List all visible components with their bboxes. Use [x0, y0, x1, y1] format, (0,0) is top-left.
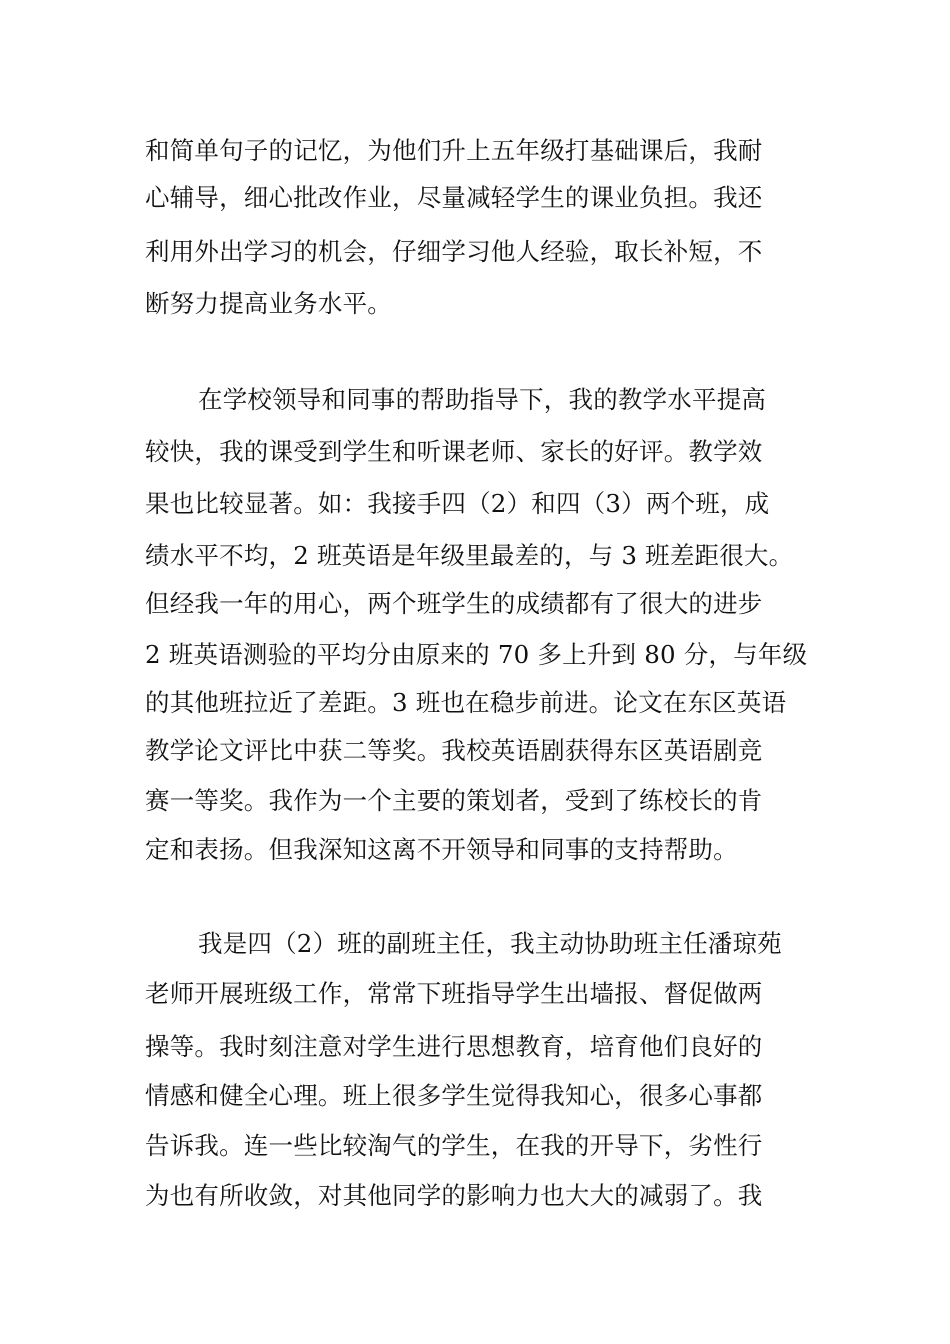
- text-line: 我是四（2）班的副班主任，我主动协助班主任潘琼苑: [198, 929, 782, 958]
- text-line: 断努力提高业务水平。: [145, 289, 392, 318]
- text-line: 在学校领导和同事的帮助指导下，我的教学水平提高: [198, 385, 767, 414]
- text-line: 的其他班拉近了差距。3 班也在稳步前进。论文在东区英语: [145, 688, 787, 717]
- text-line: 较快，我的课受到学生和听课老师、家长的好评。教学效: [145, 437, 763, 466]
- text-line: 绩水平不均，2 班英语是年级里最差的，与 3 班差距很大。: [145, 541, 794, 570]
- text-line: 果也比较显著。如：我接手四（2）和四（3）两个班，成: [145, 489, 770, 518]
- text-line: 赛一等奖。我作为一个主要的策划者，受到了练校长的肯: [145, 786, 763, 815]
- text-line: 定和表扬。但我深知这离不开领导和同事的支持帮助。: [145, 835, 738, 864]
- text-line: 告诉我。连一些比较淘气的学生，在我的开导下，劣性行: [145, 1131, 763, 1160]
- text-line: 教学论文评比中获二等奖。我校英语剧获得东区英语剧竞: [145, 736, 763, 765]
- text-line: 但经我一年的用心，两个班学生的成绩都有了很大的进步: [145, 589, 763, 618]
- text-line: 心辅导，细心批改作业，尽量减轻学生的课业负担。我还: [145, 183, 763, 212]
- text-line: 情感和健全心理。班上很多学生觉得我知心，很多心事都: [145, 1081, 763, 1110]
- text-line: 利用外出学习的机会，仔细学习他人经验，取长补短，不: [145, 237, 763, 266]
- text-line: 为也有所收敛，对其他同学的影响力也大大的减弱了。我: [145, 1181, 763, 1210]
- text-line: 和简单句子的记忆，为他们升上五年级打基础课后，我耐: [145, 136, 763, 165]
- text-line: 2 班英语测验的平均分由原来的 70 多上升到 80 分，与年级: [145, 640, 808, 669]
- text-line: 操等。我时刻注意对学生进行思想教育，培育他们良好的: [145, 1032, 763, 1061]
- text-line: 老师开展班级工作，常常下班指导学生出墙报、督促做两: [145, 979, 763, 1008]
